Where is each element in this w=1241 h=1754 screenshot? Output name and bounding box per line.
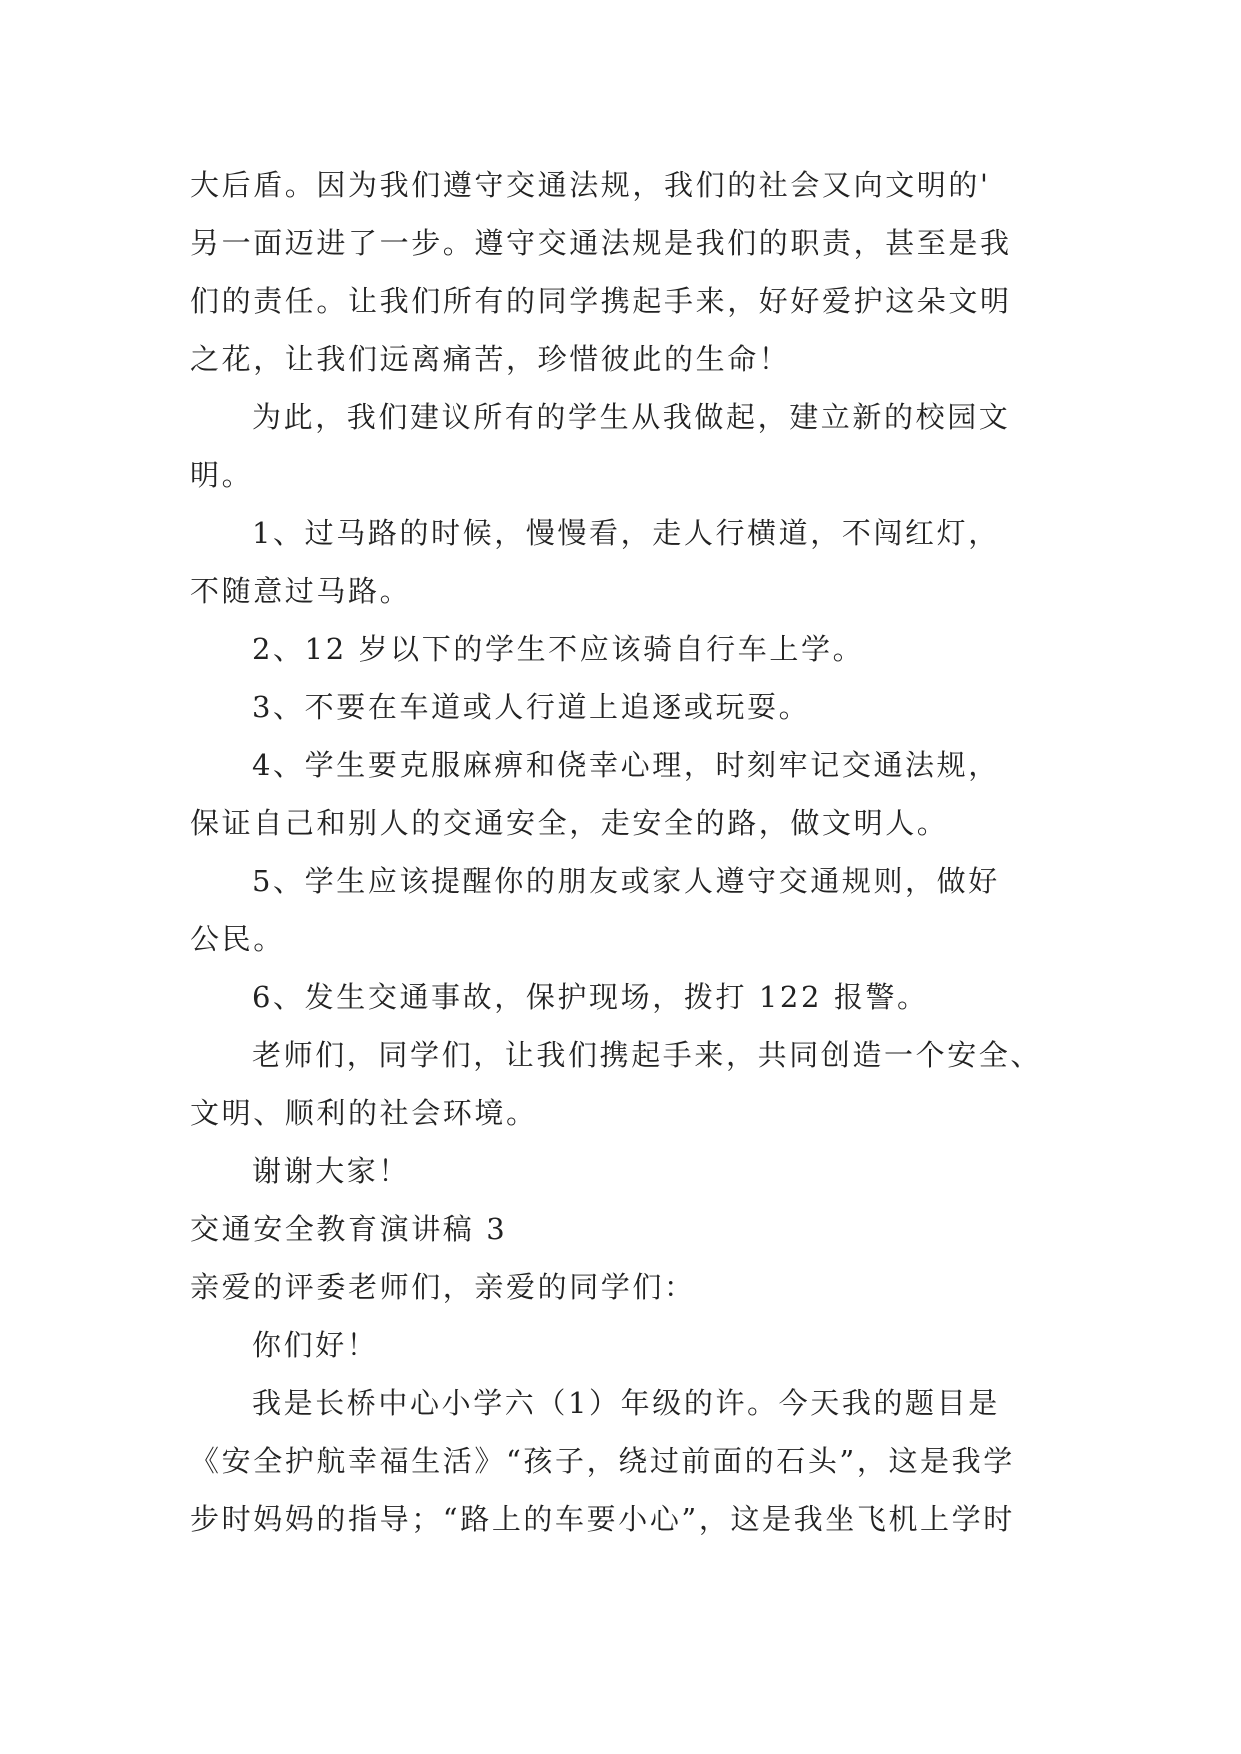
salutation: 亲爱的评委老师们，亲爱的同学们：	[190, 1270, 696, 1304]
text-line: 保证自己和别人的交通安全，走安全的路，做文明人。	[190, 806, 949, 840]
text-line: 步时妈妈的指导；“路上的车要小心”，这是我坐飞机上学时	[190, 1502, 1015, 1536]
paragraph-start: 老师们，同学们，让我们携起手来，共同创造一个安全、	[252, 1038, 1043, 1072]
text-line: 不随意过马路。	[190, 574, 412, 608]
list-item-1: 1、过马路的时候，慢慢看，走人行横道，不闯红灯，	[252, 516, 1000, 550]
list-item-4: 4、学生要克服麻痹和侥幸心理，时刻牢记交通法规，	[252, 748, 1000, 782]
paragraph-start: 为此，我们建议所有的学生从我做起，建立新的校园文	[252, 400, 1011, 434]
text-line: 文明、顺利的社会环境。	[190, 1096, 538, 1130]
paragraph-start: 我是长桥中心小学六（1）年级的许。今天我的题目是	[252, 1386, 1000, 1420]
list-item-6: 6、发生交通事故，保护现场，拨打 122 报警。	[252, 980, 929, 1014]
list-item-3: 3、不要在车道或人行道上追逐或玩耍。	[252, 690, 811, 724]
text-line: 《安全护航幸福生活》“孩子，绕过前面的石头”，这是我学	[190, 1444, 1015, 1478]
text-line: 大后盾。因为我们遵守交通法规，我们的社会又向文明的'	[190, 168, 991, 202]
section-heading: 交通安全教育演讲稿 3	[190, 1212, 508, 1246]
text-line: 之花，让我们远离痛苦，珍惜彼此的生命！	[190, 342, 791, 376]
text-line: 公民。	[190, 922, 285, 956]
list-item-5: 5、学生应该提醒你的朋友或家人遵守交通规则，做好	[252, 864, 1000, 898]
text-line: 们的责任。让我们所有的同学携起手来，好好爱护这朵文明	[190, 284, 1012, 318]
text-line: 另一面迈进了一步。遵守交通法规是我们的职责，甚至是我	[190, 226, 1012, 260]
document-body	[190, 156, 1052, 1548]
list-item-2: 2、12 岁以下的学生不应该骑自行车上学。	[252, 632, 865, 666]
text-line: 明。	[190, 458, 254, 492]
closing-thanks: 谢谢大家！	[252, 1154, 411, 1188]
greeting: 你们好！	[252, 1328, 379, 1362]
